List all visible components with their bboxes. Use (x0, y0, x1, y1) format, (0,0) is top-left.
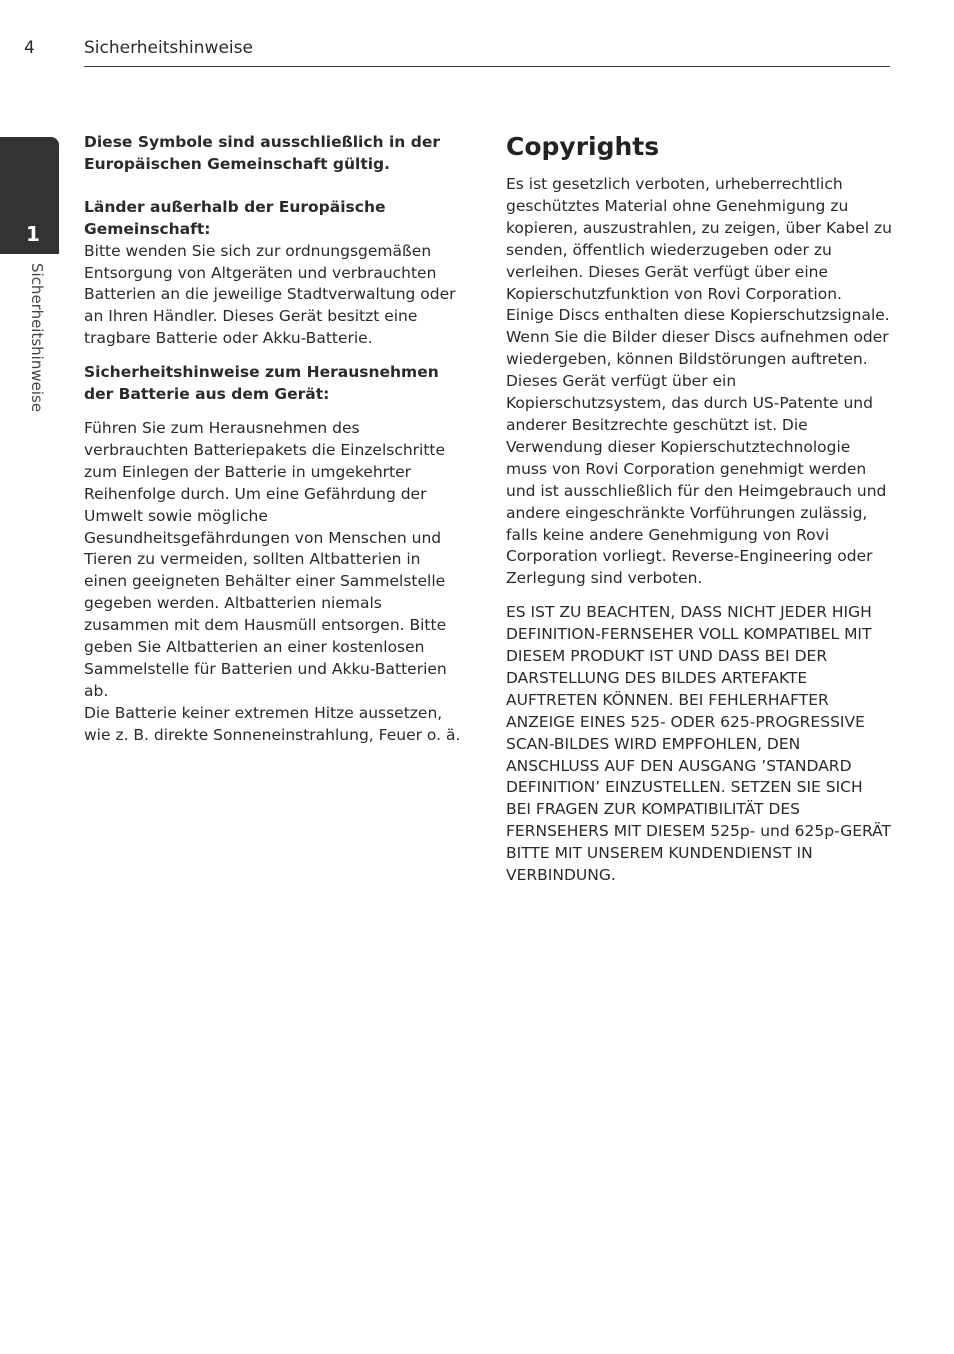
left-column (84, 132, 464, 747)
chapter-number: 1 (26, 222, 40, 246)
battery-removal-body: Führen Sie zum Herausnehmen des verbrauchten Batteriepakets die Einzelschritte zum Einlegen der Batterie in umgekehrter Reihenfolge durch. Um eine Gefährdung der Umwelt sowie mögliche Gesundheitsgefährdungen von Menschen und Tieren zu vermeiden, sollten Altbatterien in einen geeigneten Behälter einer Sammelstelle gegeben werden. Altbatterien niemals zusammen mit dem Hausmüll entsorgen. Bitte geben Sie Altbatterien an einer kostenlosen Sammelstelle für Batterien und Akku-Batterien ab. (84, 418, 447, 700)
eu-symbols-note: Diese Symbole sind ausschließlich in der Europäischen Gemeinschaft gültig. (84, 133, 440, 173)
copyrights-paragraph-1: Es ist gesetzlich verboten, urheberrechtlich geschütztes Material ohne Genehmigung zu kopieren, auszustrahlen, zu zeigen, über Kabel zu senden, öffentlich wiederzugeben oder zu verleihen. Dieses Gerät verfügt über eine Kopierschutzfunktion von Rovi Corporation. Einige Discs enthalten diese Kopierschutzsignale. Wenn Sie die Bilder dieser Discs aufnehmen oder wiedergeben, können Bildstörungen auftreten. Dieses Gerät verfügt über ein Kopierschutzsystem, das durch US-Patente und anderer Besitzrechte geschützt ist. Die Verwendung dieser Kopierschutztechnologie muss von Rovi Corporation genehmigt werden und ist ausschließlich für den Heimgebrauch und andere eingeschränkte Vorführungen zulässig, falls keine andere Genehmigung von Rovi Corporation vorliegt. Reverse-Engineering oder Zerlegung sind verboten. (506, 175, 892, 588)
non-eu-heading: Länder außerhalb der Europäische Gemeinschaft: (84, 197, 386, 238)
page-number: 4 (24, 38, 35, 58)
section-title: Sicherheitshinweise (84, 38, 253, 58)
side-section-label: Sicherheitshinweise (28, 263, 46, 413)
header-divider (84, 66, 890, 67)
battery-removal-heading: Sicherheitshinweise zum Herausnehmen der Batterie aus dem Gerät: (84, 363, 439, 404)
copyrights-paragraph-2: ES IST ZU BEACHTEN, DASS NICHT JEDER HIGH DEFINITION-FERNSEHER VOLL KOMPATIBEL MIT DIESEM PRODUKT IST UND DASS BEI DER DARSTELLUNG DES BILDES ARTEFAKTE AUFTRETEN KÖNNEN. BEI FEHLERHAFTER ANZEIGE EINES 525- ODER 625-PROGRESSIVE SCAN-BILDES WIRD EMPFOHLEN, DEN ANSCHLUSS AUF DEN AUSGANG ’STANDARD DEFINITION’ EINZUSTELLEN. SETZEN SIE SICH BEI FRAGEN ZUR KOMPATIBILITÄT DES FERNSEHERS MIT DIESEM 525p- und 625p-GERÄT BITTE MIT UNSEREM KUNDENDIENST IN VERBINDUNG. (506, 603, 892, 885)
copyrights-heading: Copyrights (506, 132, 660, 161)
heat-warning: Die Batterie keiner extremen Hitze aussetzen, wie z. B. direkte Sonneneinstrahlung, Feuer o. ä. (84, 703, 461, 744)
right-column (506, 132, 892, 887)
non-eu-body: Bitte wenden Sie sich zur ordnungsgemäßen Entsorgung von Altgeräten und verbrauchten Batterien an die jeweilige Stadtverwaltung oder an Ihren Händler. Dieses Gerät besitzt eine tragbare Batterie oder Akku-Batterie. (84, 241, 456, 348)
